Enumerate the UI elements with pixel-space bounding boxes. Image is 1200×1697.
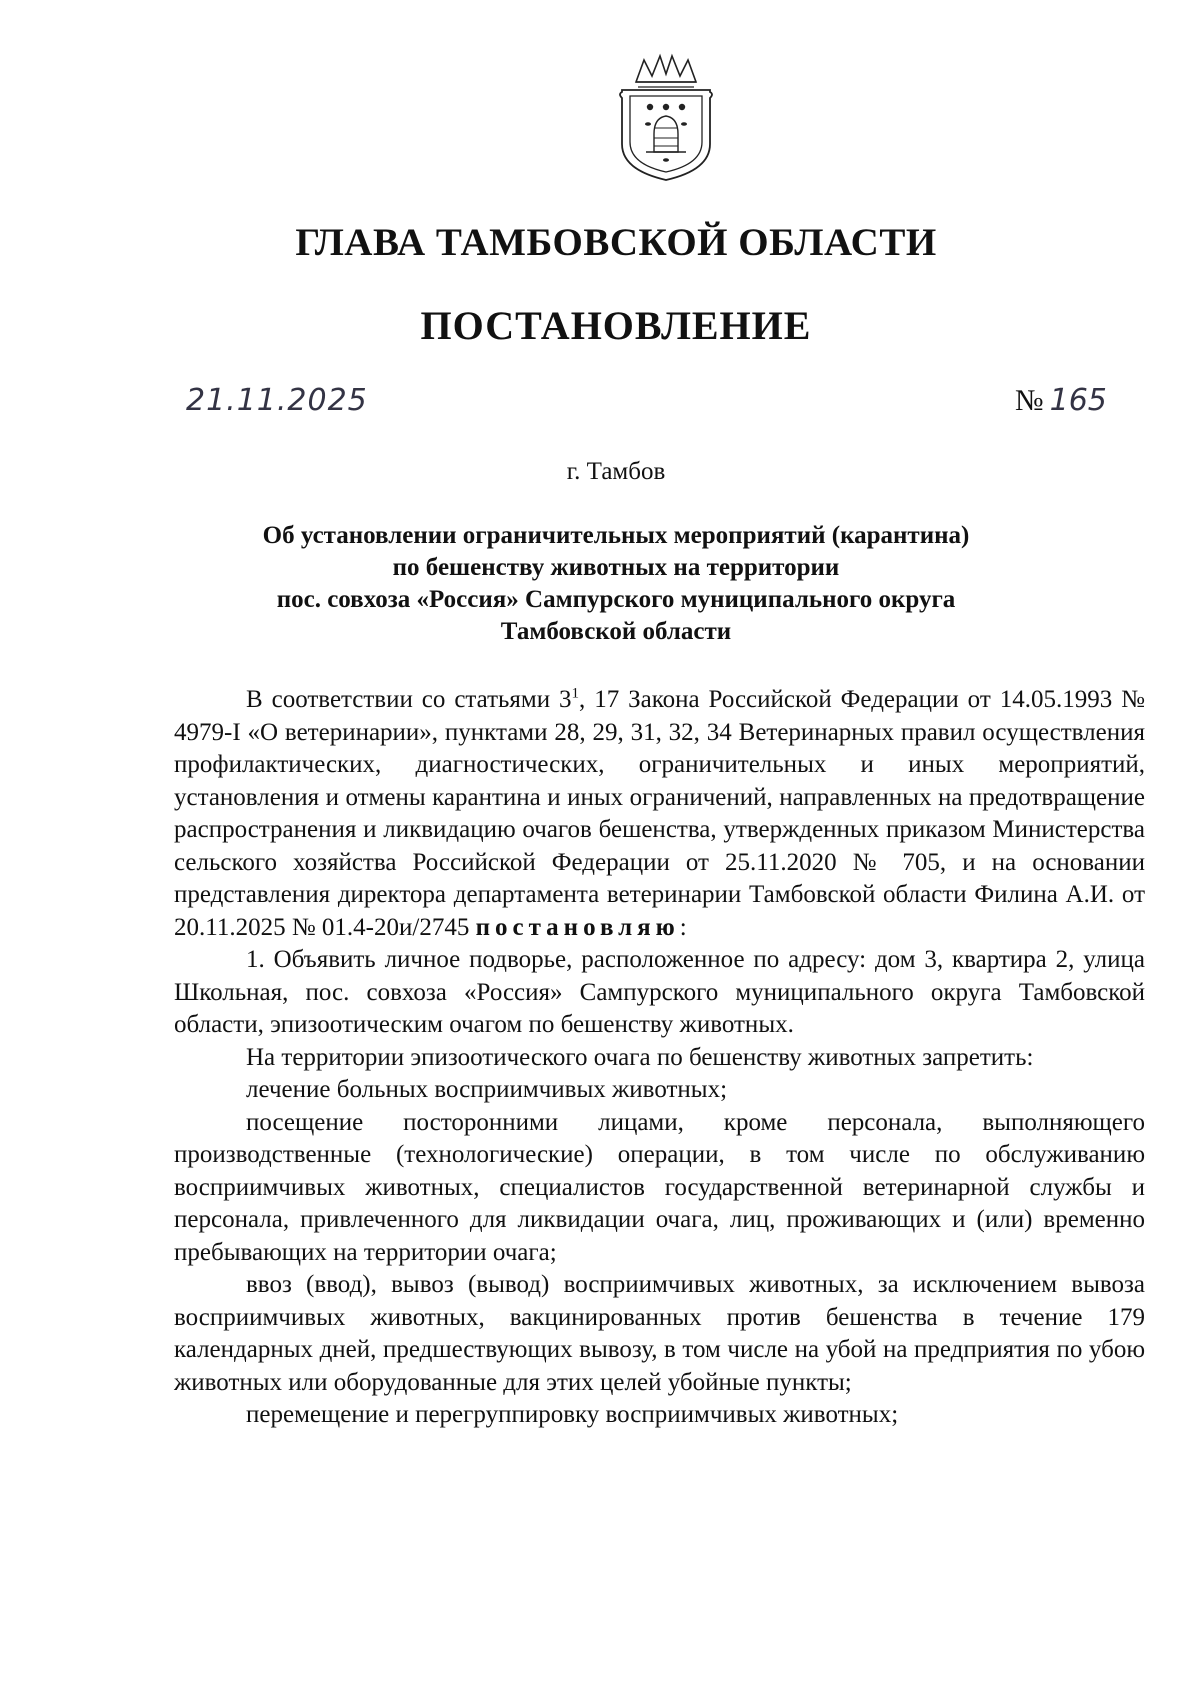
subject-line: по бешенству животных на территории [392, 554, 840, 581]
subject-line: Об установлении ограничительных мероприятий (карантина) [262, 522, 970, 549]
body-paragraph-legal-basis [174, 684, 1145, 944]
document-type-heading: ПОСТАНОВЛЕНИЕ [420, 303, 812, 348]
document-number-line [1015, 383, 1107, 418]
decree-word: постановляю [475, 913, 680, 941]
document-subject [200, 520, 1032, 648]
number-prefix: № [1015, 384, 1044, 417]
subject-line: Тамбовской области [500, 618, 732, 645]
body-paragraph-item-1: 1. Объявить личное подворье, расположенное по адресу: дом 3, квартира 2, улица Школьная, пос. совхоза «Россия» Сампурского муниципального округа Тамбовской области, эпизоотическим очагом по бешенству животных. [174, 946, 1145, 1038]
document-date: 21.11.2025 [186, 383, 368, 418]
coat-of-arms-emblem [614, 52, 718, 184]
body-paragraph-prohibition: лечение больных восприимчивых животных; [246, 1076, 728, 1103]
body-paragraph-prohibition: посещение посторонними лицами, кроме персонала, выполняющего производственные (технологические) операции, в том числе по обслуживанию восприимчивых животных, специалистов государственной ветеринарной службы и персонала, привлеченного для ликвидации очага, лиц, проживающих и (или) временно пребывающих на территории очага; [174, 1108, 1145, 1266]
body-paragraph-prohibition: ввоз (ввод), вывоз (вывод) восприимчивых животных, за исключением вывоза восприимчивых животных, вакцинированных против бешенства в течение 179 календарных дней, предшествующих вывозу, в том числе на убой на предприятия по убою животных или оборудованные для этих целей убойные пункты; [174, 1271, 1145, 1396]
body-paragraph-prohibition-intro: На территории эпизоотического очага по бешенству животных запретить: [246, 1043, 1034, 1071]
body-paragraph-prohibition: перемещение и перегруппировку восприимчивых животных; [246, 1401, 899, 1428]
document-number: 165 [1049, 383, 1107, 418]
organization-title: ГЛАВА ТАМБОВСКОЙ ОБЛАСТИ [295, 221, 937, 264]
legal-basis-text-end: , 17 Закона Российской Федерации от 14.05.1993 № 4979-I «О ветеринарии», пунктами 28, 29, 31, 32, 34 Ветеринарных правил осуществления профилактических, диагностических, ограничительных и иных мероприятий, установления и отмены карантина и иных ограничений, направленных на предотвращение распространения и ликвидацию очагов бешенства, утвержденных приказом Министерства сельского хозяйства Российской Федерации от 25.11.2020 № 705, и на основании представления директора департамента ветеринарии Тамбовской области Филина А.И. от 20.11.2025 № 01.4-20и/2745 [174, 686, 1145, 941]
article-superscript: 1 [571, 685, 580, 702]
subject-line: пос. совхоза «Россия» Сампурского муниципального округа [276, 586, 956, 613]
legal-basis-text-start: В соответствии со статьями 3 [246, 686, 572, 713]
document-body [174, 684, 1145, 1432]
decree-colon: : [679, 913, 687, 941]
city-line: г. Тамбов [566, 458, 666, 485]
